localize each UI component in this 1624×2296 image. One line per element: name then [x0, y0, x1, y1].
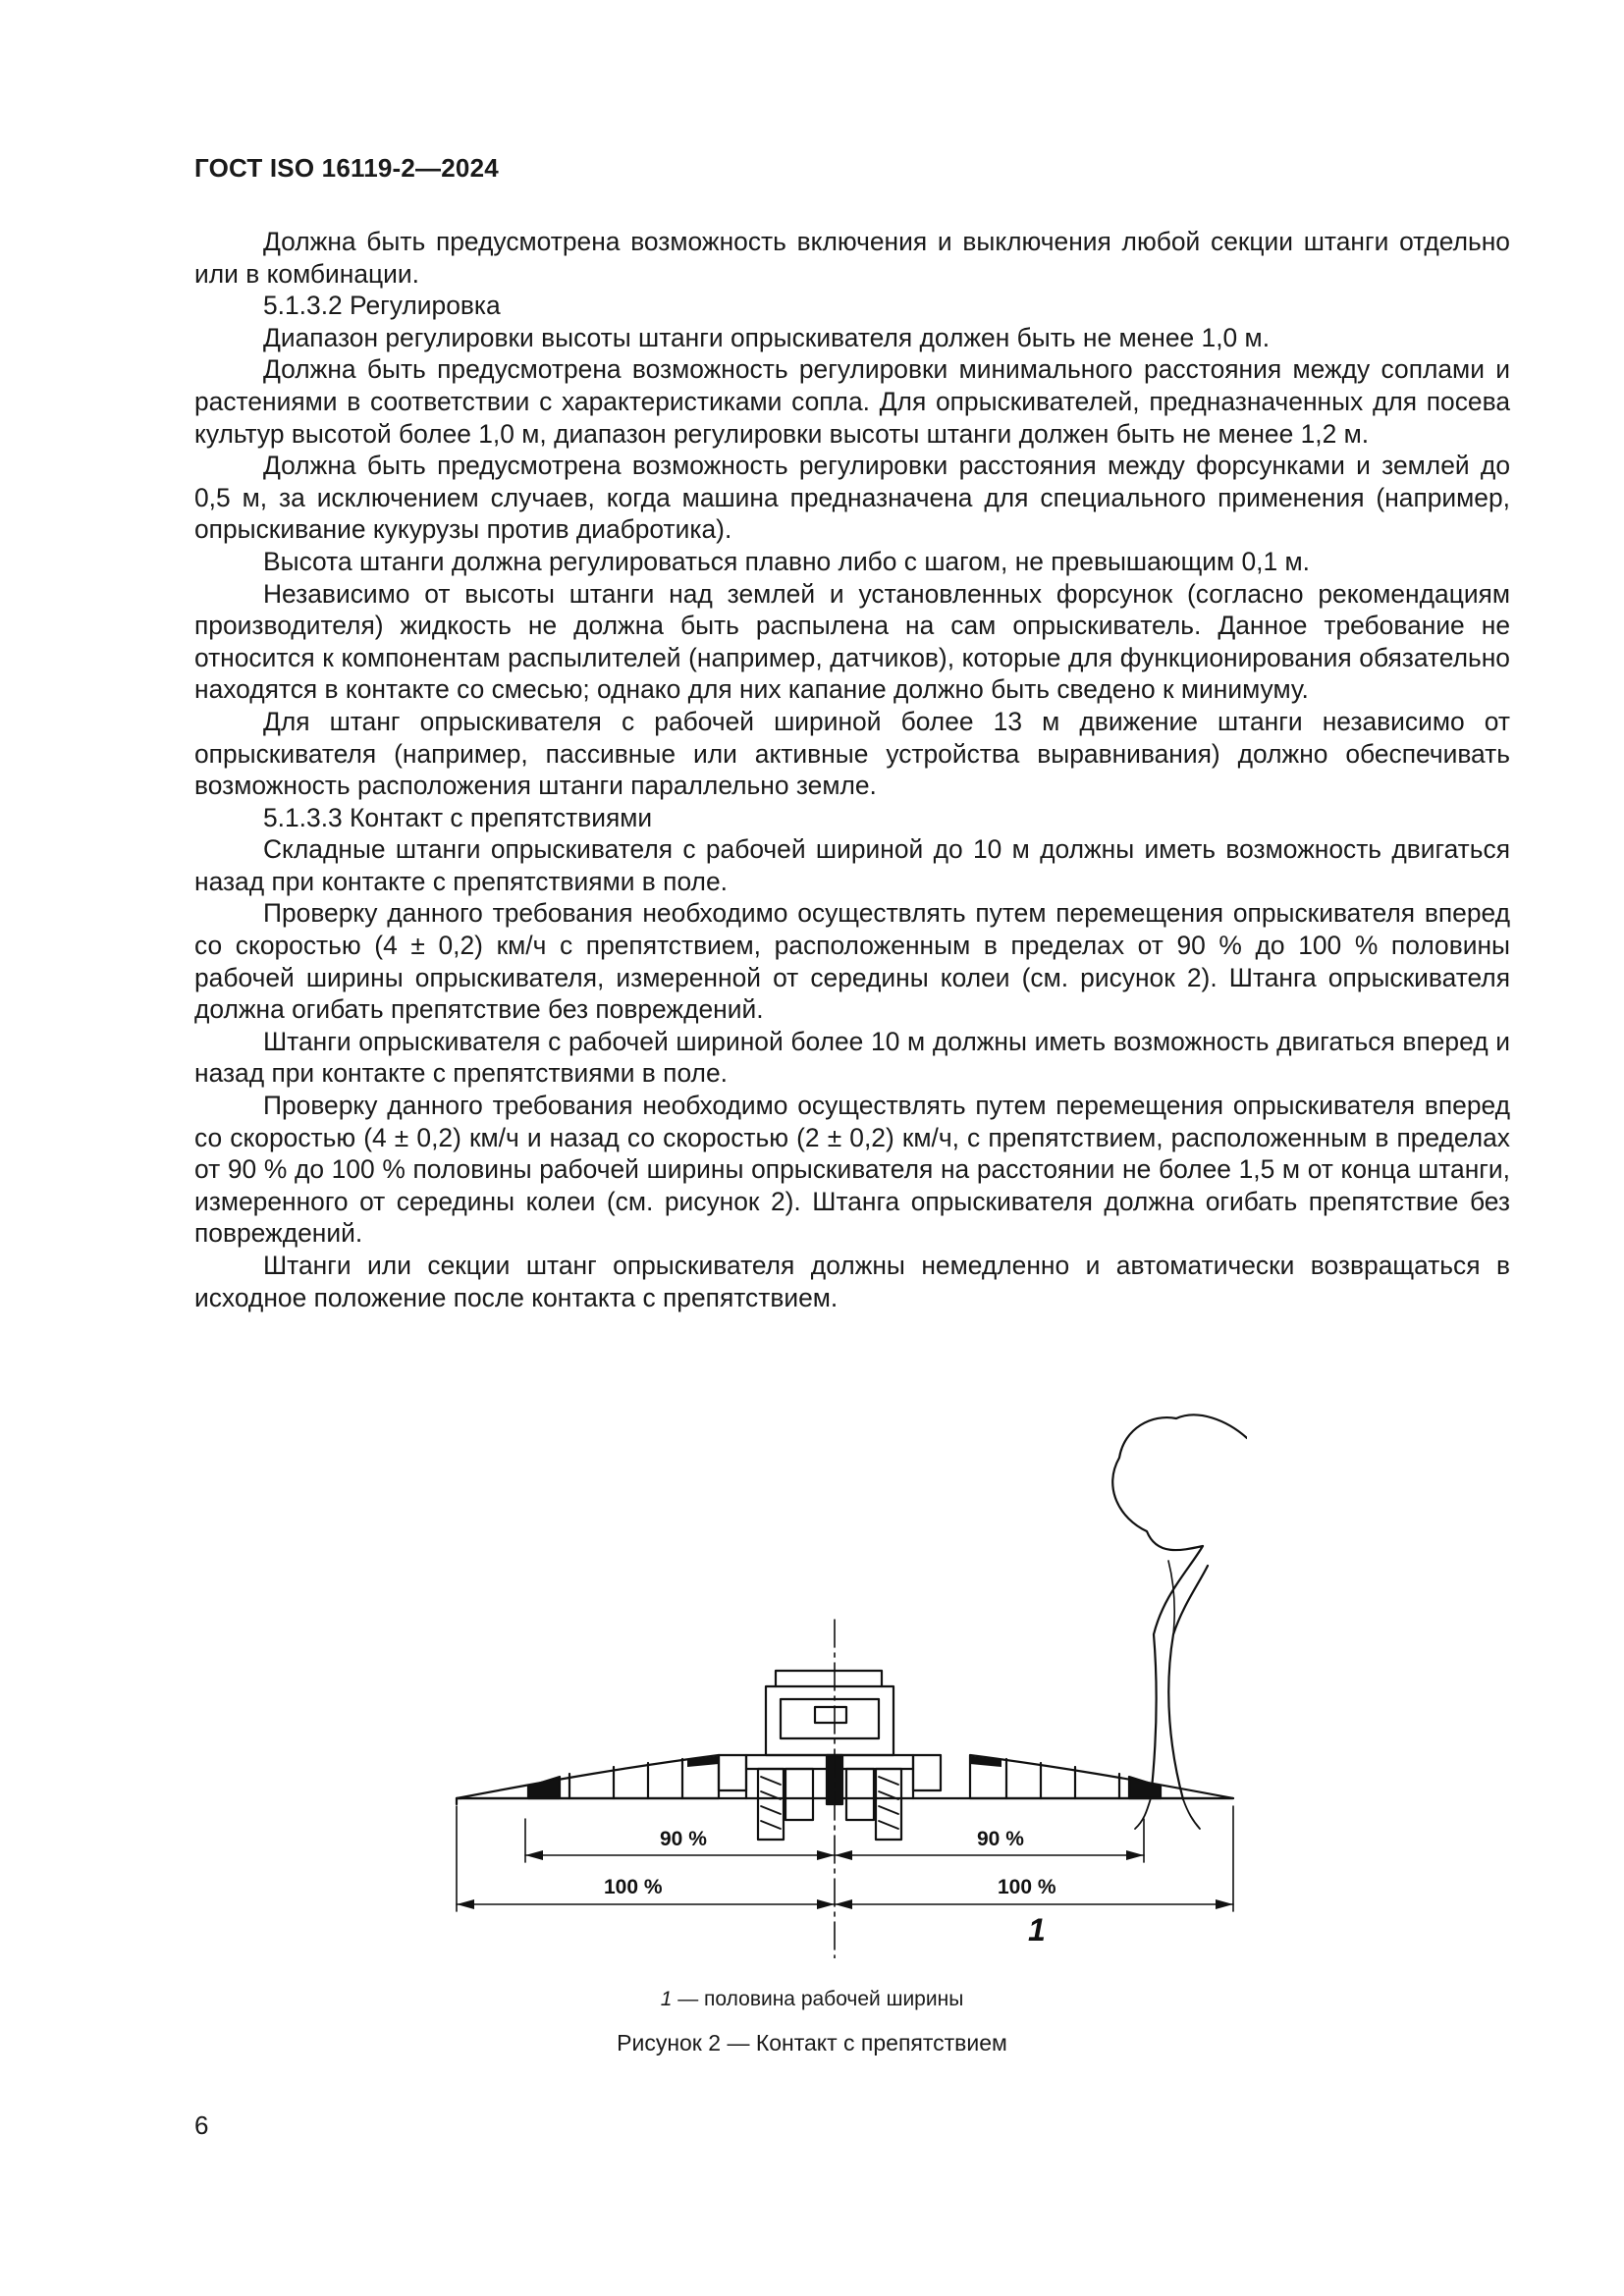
key-number: 1 — [1028, 1912, 1046, 1948]
figure-caption: Рисунок 2 — Контакт с препятствием — [617, 2030, 1007, 2056]
paragraph: Штанги опрыскивателя с рабочей шириной более 10 м должны иметь возможность двигаться вперед и назад при контакте с препятствиями в поле. — [194, 1026, 1510, 1089]
dimension-lines — [457, 1806, 1233, 1911]
document-header: ГОСТ ISO 16119-2—2024 — [194, 153, 499, 183]
right-boom — [970, 1755, 1233, 1798]
paragraph: Должна быть предусмотрена возможность регулировки минимального расстояния между соплами и растениями в соответствии с характеристиками сопла. Для опрыскивателей, предназначенных для посева культур высотой более 1,0 м, диапазон регулировки высоты штанги должен быть не менее 1,2 м. — [194, 354, 1510, 449]
paragraph: Проверку данного требования необходимо осуществлять путем перемещения опрыскивателя вперед со скоростью (4 ± 0,2) км/ч с препятствием, расположенным в пределах от 90 % до 100 % половины рабочей ширины опрыскивателя, измеренной от середины колеи (см. рисунок 2). Штанга опрыскивателя должна огибать препятствие без повреждений. — [194, 898, 1510, 1025]
legend-text: — половина рабочей ширины — [672, 1988, 964, 2010]
tree-drawing — [1112, 1415, 1247, 1829]
dimension-label-100-right: 100 % — [998, 1876, 1056, 1898]
left-boom — [457, 1755, 719, 1798]
paragraph: Высота штанги должна регулироваться плавно либо с шагом, не превышающим 0,1 м. — [263, 546, 1310, 576]
figure-legend — [0, 1988, 1624, 2011]
page-number: 6 — [194, 2110, 209, 2140]
paragraph: Диапазон регулировки высоты штанги опрыскивателя должен быть не менее 1,0 м. — [263, 322, 1271, 352]
section-heading: 5.1.3.3 Контакт с препятствиями — [263, 802, 653, 832]
paragraph: Складные штанги опрыскивателя с рабочей шириной до 10 м должны иметь возможность двигаться назад при контакте с препятствиями в поле. — [194, 834, 1510, 896]
legend-key: 1 — [660, 1988, 673, 2010]
dimension-label-90-left: 90 % — [660, 1828, 707, 1850]
paragraph: Независимо от высоты штанги над землей и установленных форсунок (согласно рекомендациям производителя) жидкость не должна быть распылена на сам опрыскиватель. Данное требование не относится к компонентам распылителей (например, датчиков), которые для функционирования обязательно находятся в контакте со смесью; однако для них капание должно быть сведено к минимуму. — [194, 578, 1510, 705]
dimension-label-100-left: 100 % — [604, 1876, 663, 1898]
paragraph: Проверку данного требования необходимо осуществлять путем перемещения опрыскивателя вперед со скоростью (4 ± 0,2) км/ч и назад со скоростью (2 ± 0,2) км/ч, с препятствием, расположенным в пределах от 90 % до 100 % половины рабочей ширины опрыскивателя на расстоянии не более 1,5 м от конца штанги, измеренного от середины колеи (см. рисунок 2). Штанга опрыскивателя должна огибать препятствие без повреждений. — [194, 1091, 1510, 1249]
section-heading: 5.1.3.2 Регулировка — [263, 291, 501, 321]
figure-obstacle-contact — [442, 1360, 1247, 1958]
body-text — [194, 226, 1510, 1313]
dimension-label-90-right: 90 % — [977, 1828, 1024, 1850]
paragraph: Должна быть предусмотрена возможность регулировки расстояния между форсунками и землей до 0,5 м, за исключением случаев, когда машина предназначена для специального применения (например, опрыскивание кукурузы против диабротика). — [194, 451, 1510, 545]
paragraph: Штанги или секции штанг опрыскивателя должны немедленно и автоматически возвращаться в исходное положение после контакта с препятствием. — [194, 1251, 1510, 1312]
paragraph: Должна быть предусмотрена возможность включения и выключения любой секции штанги отдельно или в комбинации. — [194, 227, 1510, 289]
dimension-arrows — [457, 1850, 1233, 1909]
figure-drawing — [442, 1360, 1247, 1958]
paragraph: Для штанг опрыскивателя с рабочей шириной более 13 м движение штанги независимо от опрыскивателя (например, пассивные или активные устройства выравнивания) должно обеспечивать возможность расположения штанги параллельно земле. — [194, 706, 1510, 801]
sprayer-machine — [719, 1671, 941, 1840]
